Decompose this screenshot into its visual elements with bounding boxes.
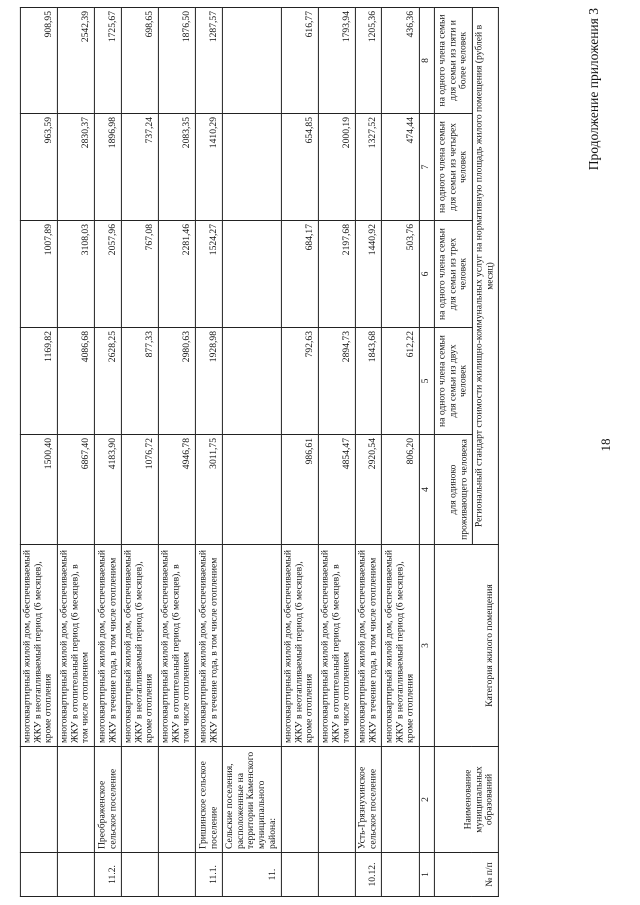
standard-value (222, 435, 281, 545)
column-index: 5 (419, 328, 435, 435)
table-row (355, 7, 381, 896)
standard-value: 503,76 (382, 221, 419, 328)
standard-value: 2894,73 (318, 328, 355, 435)
row-number (281, 853, 318, 897)
table-row (281, 7, 318, 896)
header-name: Наименование муниципальных образований (435, 747, 499, 853)
table-row (318, 7, 355, 896)
row-number: 11.1. (196, 853, 222, 897)
standard-value: 877,33 (121, 328, 158, 435)
dwelling-category: многоквартирный жилой дом, обеспечиваемый ЖКУ в неотапливаемый период (6 месяцев), кроме отопления (21, 545, 58, 747)
table-row (222, 7, 281, 896)
standard-value: 2542,39 (58, 7, 95, 113)
standard-value: 2197,68 (318, 221, 355, 328)
row-number (382, 853, 419, 897)
row-number: 11.2. (95, 853, 121, 897)
standard-value: 2830,37 (58, 114, 95, 221)
row-number (58, 853, 95, 897)
standard-value: 1205,36 (355, 7, 381, 113)
standard-value: 908,95 (21, 7, 58, 113)
column-index: 1 (419, 853, 435, 897)
header-no: № п/п (435, 853, 499, 897)
table-row (58, 7, 95, 896)
standard-value: 4183,90 (95, 435, 121, 545)
row-number (21, 853, 58, 897)
column-index-row (419, 7, 435, 896)
municipality-name (382, 747, 419, 853)
standards-table (20, 7, 499, 897)
subheader-five: на одного члена семьи для семьи из пяти и более человек (435, 7, 472, 113)
subheader-single: для одиноко проживающего человека (435, 435, 472, 545)
table-row (95, 7, 121, 896)
standard-value: 806,20 (382, 435, 419, 545)
standard-value: 2281,46 (159, 221, 196, 328)
standard-value: 2000,19 (318, 114, 355, 221)
column-index: 3 (419, 545, 435, 747)
subheader-four: на одного члена семьи для семьи из четырех человек (435, 114, 472, 221)
municipality-name (21, 747, 58, 853)
standard-value: 986,61 (281, 435, 318, 545)
standard-value: 1524,27 (196, 221, 222, 328)
dwelling-category: многоквартирный жилой дом, обеспечиваемый ЖКУ в отопительный период (6 месяцев), в том числе отоплением (159, 545, 196, 747)
municipality-name (58, 747, 95, 853)
header-standard: Региональный стандарт стоимости жилищно-коммунальных услуг на нормативную площадь жилого помещения (рублей в месяц) (472, 7, 498, 544)
column-index: 4 (419, 435, 435, 545)
table-row (159, 7, 196, 896)
dwelling-category: многоквартирный жилой дом, обеспечиваемый ЖКУ в отопительный период (6 месяцев), в том числе отоплением (58, 545, 95, 747)
standard-value: 1896,98 (95, 114, 121, 221)
standard-value: 2628,25 (95, 328, 121, 435)
table-row (196, 7, 222, 896)
municipality-name: Преображенское сельское поселение (95, 747, 121, 853)
standard-value: 474,44 (382, 114, 419, 221)
column-index: 8 (419, 7, 435, 113)
standard-value: 1793,94 (318, 7, 355, 113)
municipality-name: Сельские поселения, расположенные на территории Каменского муниципального района: (222, 747, 281, 853)
standard-value: 1725,67 (95, 7, 121, 113)
municipality-name: Усть-Грязнухинское сельское поселение (355, 747, 381, 853)
dwelling-category: многоквартирный жилой дом, обеспечиваемый ЖКУ в неотапливаемый период (6 месяцев), кроме отопления (281, 545, 318, 747)
standard-value (222, 221, 281, 328)
municipality-name (121, 747, 158, 853)
standard-value: 2920,54 (355, 435, 381, 545)
standard-value: 654,85 (281, 114, 318, 221)
standard-value: 6867,40 (58, 435, 95, 545)
standard-value: 436,36 (382, 7, 419, 113)
column-index: 7 (419, 114, 435, 221)
row-number: 10.12. (355, 853, 381, 897)
table-row (121, 7, 158, 896)
standard-value: 1500,40 (21, 435, 58, 545)
standard-value: 737,24 (121, 114, 158, 221)
standard-value: 1876,50 (159, 7, 196, 113)
column-index: 6 (419, 221, 435, 328)
standard-value: 3011,75 (196, 435, 222, 545)
standard-value: 1327,52 (355, 114, 381, 221)
header-category: Категория жилого помещения (435, 545, 499, 747)
row-number (121, 853, 158, 897)
standard-value: 1007,89 (21, 221, 58, 328)
standard-value: 4086,68 (58, 328, 95, 435)
table-row (21, 7, 58, 896)
standard-value: 963,59 (21, 114, 58, 221)
row-number: 11. (222, 853, 281, 897)
standard-value: 2980,63 (159, 328, 196, 435)
table-body (21, 7, 499, 896)
standard-value: 4854,47 (318, 435, 355, 545)
standard-value: 698,65 (121, 7, 158, 113)
dwelling-category: многоквартирный жилой дом, обеспечиваемый ЖКУ в неотапливаемый период (6 месяцев), кроме отопления (382, 545, 419, 747)
standard-value: 2083,35 (159, 114, 196, 221)
standard-value: 1843,68 (355, 328, 381, 435)
continuation-title: Продолжение приложения 3 (586, 8, 601, 171)
row-number (159, 853, 196, 897)
standard-value: 3108,03 (58, 221, 95, 328)
municipality-name (281, 747, 318, 853)
municipality-name (159, 747, 196, 853)
dwelling-category: многоквартирный жилой дом, обеспечиваемый ЖКУ в течение года, в том числе отоплением (355, 545, 381, 747)
standard-value: 612,22 (382, 328, 419, 435)
municipality-name (318, 747, 355, 853)
standard-value: 1928,98 (196, 328, 222, 435)
standard-value: 4946,78 (159, 435, 196, 545)
standard-value: 684,17 (281, 221, 318, 328)
page-number: 18 (598, 438, 613, 452)
standard-value: 1287,57 (196, 7, 222, 113)
dwelling-category: многоквартирный жилой дом, обеспечиваемый ЖКУ в течение года, в том числе отоплением (95, 545, 121, 747)
subheader-three: на одного члена семьи для семьи из трех человек (435, 221, 472, 328)
row-number (318, 853, 355, 897)
standard-value: 1169,82 (21, 328, 58, 435)
standard-value (222, 7, 281, 113)
dwelling-category: многоквартирный жилой дом, обеспечиваемый ЖКУ в течение года, в том числе отоплением (196, 545, 222, 747)
standard-value (222, 114, 281, 221)
standard-value: 1410,29 (196, 114, 222, 221)
dwelling-category (222, 545, 281, 747)
standard-value: 616,77 (281, 7, 318, 113)
standard-value (222, 328, 281, 435)
column-index: 2 (419, 747, 435, 853)
table-row (382, 7, 419, 896)
standard-value: 2057,96 (95, 221, 121, 328)
subheader-two: на одного члена семьи для семьи из двух человек (435, 328, 472, 435)
standard-value: 1440,92 (355, 221, 381, 328)
standard-value: 792,63 (281, 328, 318, 435)
header-row (472, 7, 498, 896)
dwelling-category: многоквартирный жилой дом, обеспечиваемый ЖКУ в отопительный период (6 месяцев), в том числе отоплением (318, 545, 355, 747)
standard-value: 1076,72 (121, 435, 158, 545)
municipality-name: Гришинское сельское поселение (196, 747, 222, 853)
standard-value: 767,08 (121, 221, 158, 328)
dwelling-category: многоквартирный жилой дом, обеспечиваемый ЖКУ в неотапливаемый период (6 месяцев), кроме отопления (121, 545, 158, 747)
